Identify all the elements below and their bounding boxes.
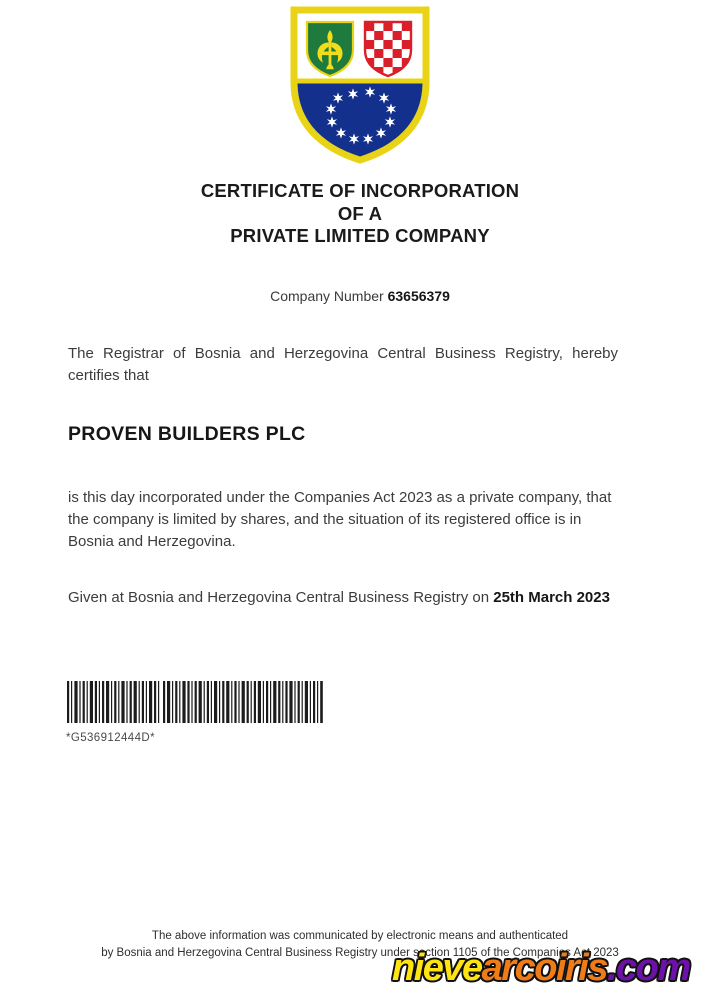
incorporation-paragraph: is this day incorporated under the Companies Act 2023 as a private company, that the company is limited by shares, and the situation of its registered office is in Bosnia and Herzegovina. <box>68 489 612 550</box>
watermark-part-com: .com <box>606 947 690 989</box>
bosnia-and-herzegovina-coat-of-arms-icon <box>290 6 430 164</box>
title-line-1: CERTIFICATE OF INCORPORATION <box>200 180 520 201</box>
company-number-label: Company Number <box>270 288 384 304</box>
crest-blue-field <box>298 82 423 157</box>
coat-of-arms-container <box>0 6 720 164</box>
barcode-image <box>66 681 324 723</box>
registrar-paragraph: The Registrar of Bosnia and Herzegovina Central Business Registry, hereby certifies that <box>68 345 618 384</box>
company-number-line <box>0 288 720 304</box>
green-shield-with-fleur-de-lis-icon <box>307 22 353 76</box>
given-at-prefix: Given at Bosnia and Herzegovina Central Business Registry on <box>68 589 494 606</box>
given-at-date: 25th March 2023 <box>493 589 610 606</box>
title-line-2: OF A <box>337 202 383 224</box>
company-number-value: 63656379 <box>387 288 450 304</box>
barcode-text: *G536912444D* <box>66 732 155 744</box>
footer-line-1: The above information was communicated by electronic means and authenticated <box>151 930 569 942</box>
red-white-checkered-shield-icon <box>365 22 411 76</box>
footer-line-2: by Bosnia and Herzegovina Central Business Registry under section 1105 of the Companies Act 2023 <box>101 946 619 959</box>
given-at-paragraph <box>68 587 618 609</box>
watermark-part-nieve: nieve <box>392 947 482 989</box>
certificate-title <box>0 180 720 248</box>
watermark-part-arcoiris: arcoiris <box>481 947 607 989</box>
barcode-block <box>66 681 324 744</box>
title-line-3: PRIVATE LIMITED COMPANY <box>230 225 490 246</box>
site-watermark <box>392 948 690 988</box>
company-name: PROVEN BUILDERS PLC <box>68 423 306 445</box>
crest-divider <box>297 79 423 84</box>
